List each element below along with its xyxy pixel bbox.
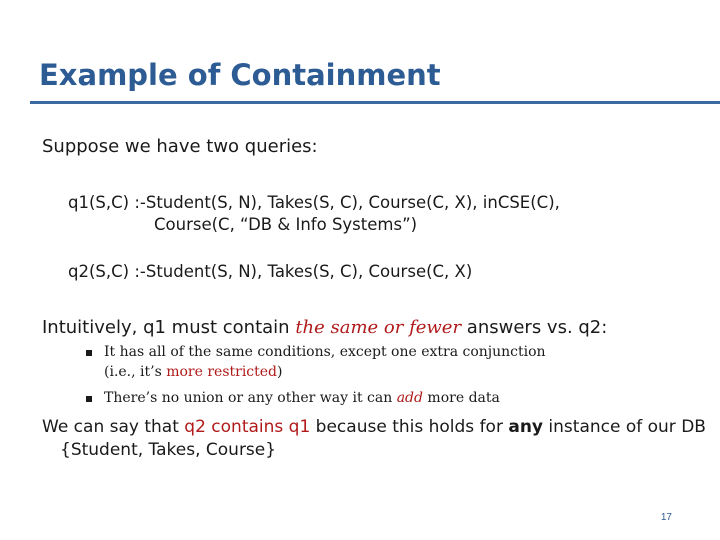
page-number: 17 [660, 512, 672, 523]
conclusion-red: q2 contains q1 [184, 417, 311, 437]
intuitively-paragraph [42, 317, 607, 338]
bullet-2-pre: There’s no union or any other way it can [104, 390, 397, 406]
title-divider [30, 101, 720, 104]
bullet-marker-1 [86, 350, 92, 356]
bullet-1-line2-post: ) [277, 364, 283, 380]
query-q2: q2(S,C) :-Student(S, N), Takes(S, C), Course(C, X) [68, 262, 473, 281]
bullet-2 [104, 390, 500, 406]
bullet-1-line2-red: more restricted [166, 364, 278, 380]
conclusion-line2: {Student, Takes, Course} [60, 440, 277, 460]
bullet-marker-2 [86, 396, 92, 402]
bullet-1-line2-pre: (i.e., it’s [104, 364, 167, 380]
bullet-2-post: more data [422, 390, 500, 406]
query-q1-line2: Course(C, “DB & Info Systems”) [154, 215, 418, 234]
conclusion-line1 [42, 417, 706, 437]
conclusion-bold: any [508, 417, 544, 437]
intro-text: Suppose we have two queries: [42, 136, 318, 157]
bullet-1-line2 [104, 364, 283, 380]
slide-title: Example of Containment [39, 58, 441, 92]
conclusion-mid: because this holds for [310, 417, 509, 437]
query-q1-line1: q1(S,C) :-Student(S, N), Takes(S, C), Course(C, X), inCSE(C), [68, 193, 560, 212]
intuitively-pre: Intuitively, q1 must contain [42, 317, 296, 338]
bullet-1-line1: It has all of the same conditions, except one extra conjunction [104, 344, 546, 360]
conclusion-post: instance of our DB [543, 417, 706, 437]
intuitively-post: answers vs. q2: [461, 317, 608, 338]
bullet-2-red: add [396, 390, 423, 406]
intuitively-highlight: the same or fewer [295, 317, 462, 338]
conclusion-pre: We can say that [42, 417, 185, 437]
